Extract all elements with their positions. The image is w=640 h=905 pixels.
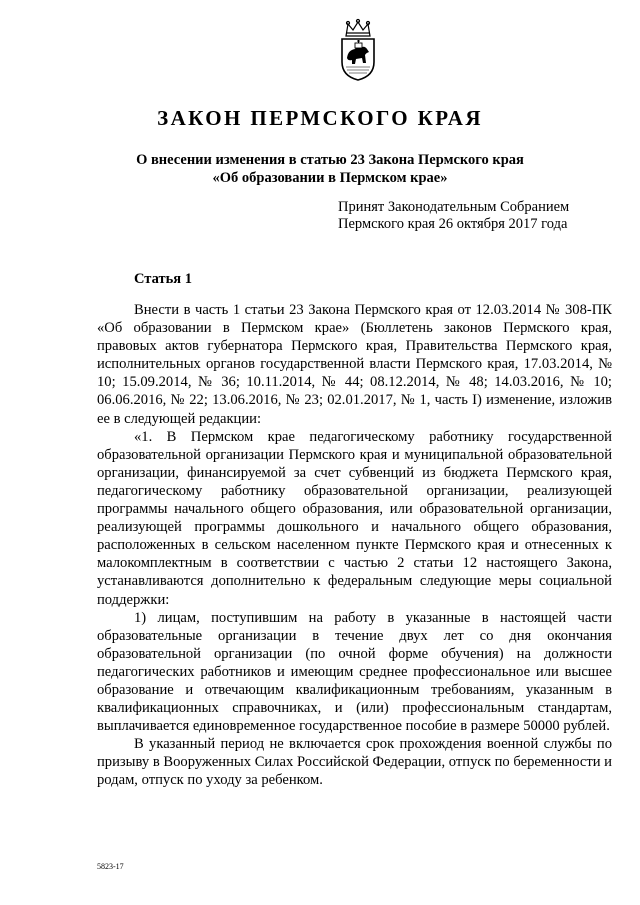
paragraph: 1) лицам, поступившим на работу в указанные в настоящей части образовательные организации в течение двух лет со дня окончания образовательной организации (по очной форме обучения) на должности педагогических работников и имеющим среднее профессиональное или высшее образование и отвечающим квалификационным требованиям, указанным в квалификационных справочниках, и (или) профессиональным стандартам, выплачивается единовременное государственное пособие в размере 50000 рублей. xyxy=(97,609,612,735)
subtitle-line: О внесении изменения в статью 23 Закона Пермского края xyxy=(136,152,524,168)
adoption-line: Пермского края 26 октября 2017 года xyxy=(338,216,568,232)
adoption-line: Принят Законодательным Собранием xyxy=(338,199,570,215)
article-body xyxy=(97,301,612,790)
paragraph: Внести в часть 1 статьи 23 Закона Пермского края от 12.03.2014 № 308-ПК «Об образовании в Пермском крае» (Бюллетень законов Пермского края, правовых актов губернатора Пермского края, Правительства Пермского края, исполнительных органов государственной власти Пермского края, 17.03.2014, № 10; 15.09.2014, № 36; 10.11.2014, № 44; 08.12.2014, № 48; 14.03.2016, № 10; 06.06.2016, № 22; 13.06.2016, № 23; 02.01.2017, № 1, часть I) изменение, изложив ее в следующей редакции: xyxy=(97,302,612,427)
adoption-note xyxy=(338,199,569,233)
article-heading: Статья 1 xyxy=(134,271,192,287)
subtitle-line: «Об образовании в Пермском крае» xyxy=(212,170,448,186)
paragraph: «1. В Пермском крае педагогическому работнику государственной образовательной организации Пермского края и муниципальной образовательной организации, финансируемой за счет субвенций из бюджета Пермского края, педагогическому работнику образовательной организации, реализующей программы начального общего образования, или образовательной организации, реализующей программы дошкольного и начального общего образования, расположенных в сельском населенном пункте Пермского края и отнесенных к малокомплектным в соответствии с частью 2 статьи 12 настоящего Закона, устанавливаются дополнительно к федеральным следующие меры социальной поддержки: xyxy=(97,428,612,608)
document-code: 5823-17 xyxy=(97,862,124,871)
perm-krai-coat-of-arms-icon xyxy=(338,18,378,82)
paragraph: В указанный период не включается срок прохождения военной службы по призыву в Вооруженных Силах Российской Федерации, отпуск по беременности и родам, отпуск по уходу за ребенком. xyxy=(97,736,612,789)
document-subtitle xyxy=(60,151,600,187)
document-title: ЗАКОН ПЕРМСКОГО КРАЯ xyxy=(157,106,483,130)
